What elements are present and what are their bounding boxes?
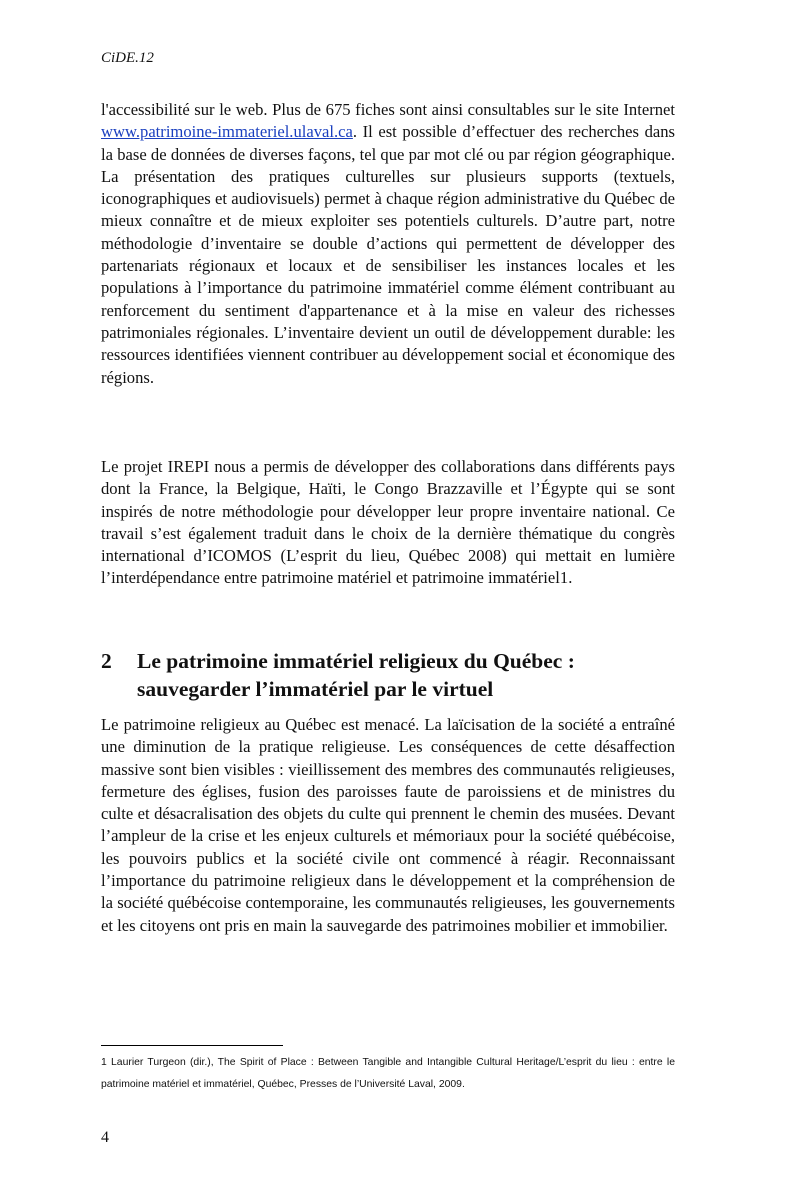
- paragraph-religious-heritage: Le patrimoine religieux au Québec est menacé. La laïcisation de la société a entraîné une diminution de la pratique religieuse. Les conséquences de cette désaffection massive sont bien visibles : vieillissement des membres des communautés religieuses, fermeture des églises, fusion des paroisses faute de paroissiens et de ministres du culte et désacralisation des objets du culte qui prennent le chemin des musées. Devant l’ampleur de la crise et les enjeux culturels et mémoriaux pour la société québécoise, les pouvoirs publics et la société civile ont commencé à réagir. Reconnaissant l’importance du patrimoine religieux dans le développement et la compréhension de la société québécoise contemporaine, les communautés religieuses, les gouvernements et les citoyens ont pris en main la sauvegarde des patrimoines mobilier et immobilier.: [101, 715, 675, 935]
- section-title-line-2: sauvegarder l’immatériel par le virtuel: [137, 677, 494, 701]
- paragraph-accessibility: [101, 99, 675, 389]
- page-number: 4: [101, 1129, 109, 1146]
- running-header: CiDE.12: [101, 50, 154, 66]
- footnote-text: Laurier Turgeon (dir.), The Spirit of Place : Between Tangible and Intangible Cultural Heritage/L’esprit du lieu : entre le patrimoine matériel et immatériel, Québec, Presses de l’Université Laval, 2009.: [101, 1057, 675, 1090]
- paragraph-irepi: [101, 456, 675, 590]
- footnote: [101, 1052, 675, 1096]
- website-link[interactable]: www.patrimoine-immateriel.ulaval.ca: [101, 122, 353, 142]
- paragraph-text: Le projet IREPI nous a permis de développer des collaborations dans différents pays dont la France, la Belgique, Haïti, le Congo Brazzaville et l’Égypte qui se sont inspirés de notre méthodologie pour développer leur propre inventaire national. Ce travail s’est également traduit dans le choix de la dernière thématique du congrès international d’ICOMOS (L’esprit du lieu, Québec 2008) qui mettait en lumière l’interdépendance entre patrimoine matériel et patrimoine immatériel: [101, 457, 675, 588]
- footnote-separator: [101, 1045, 283, 1046]
- footnote-number: 1: [101, 1057, 107, 1068]
- paragraph-text: l'accessibilité sur le web. Plus de 675 fiches sont ainsi consultables sur le site Internet: [101, 100, 675, 119]
- section-title-line-1: Le patrimoine immatériel religieux du Québec :: [137, 649, 575, 673]
- paragraph-text: . Il est possible d’effectuer des recherches dans la base de données de diverses façons, tel que par mot clé ou par région géographique. La présentation des pratiques culturelles sur plusieurs supports (textuels, iconographiques et audiovisuels) permet à chaque région administrative du Québec de mieux connaître et de mieux exploiter ses potentiels culturels. D’autre part, notre méthodologie d’inventaire se double d’actions qui permettent de développer des partenariats régionaux et locaux et de sensibiliser les instances locales et les populations à l’importance du patrimoine immatériel comme élément contribuant au renforcement du sentiment d'appartenance et à la mise en valeur des richesses patrimoniales régionales. L’inventaire devient un outil de développement durable: les ressources identifiées viennent contribuer au développement social et économique des régions.: [101, 122, 675, 387]
- paragraph-end: .: [568, 568, 573, 588]
- section-number: 2: [101, 649, 112, 673]
- footnote-reference[interactable]: 1: [559, 568, 569, 588]
